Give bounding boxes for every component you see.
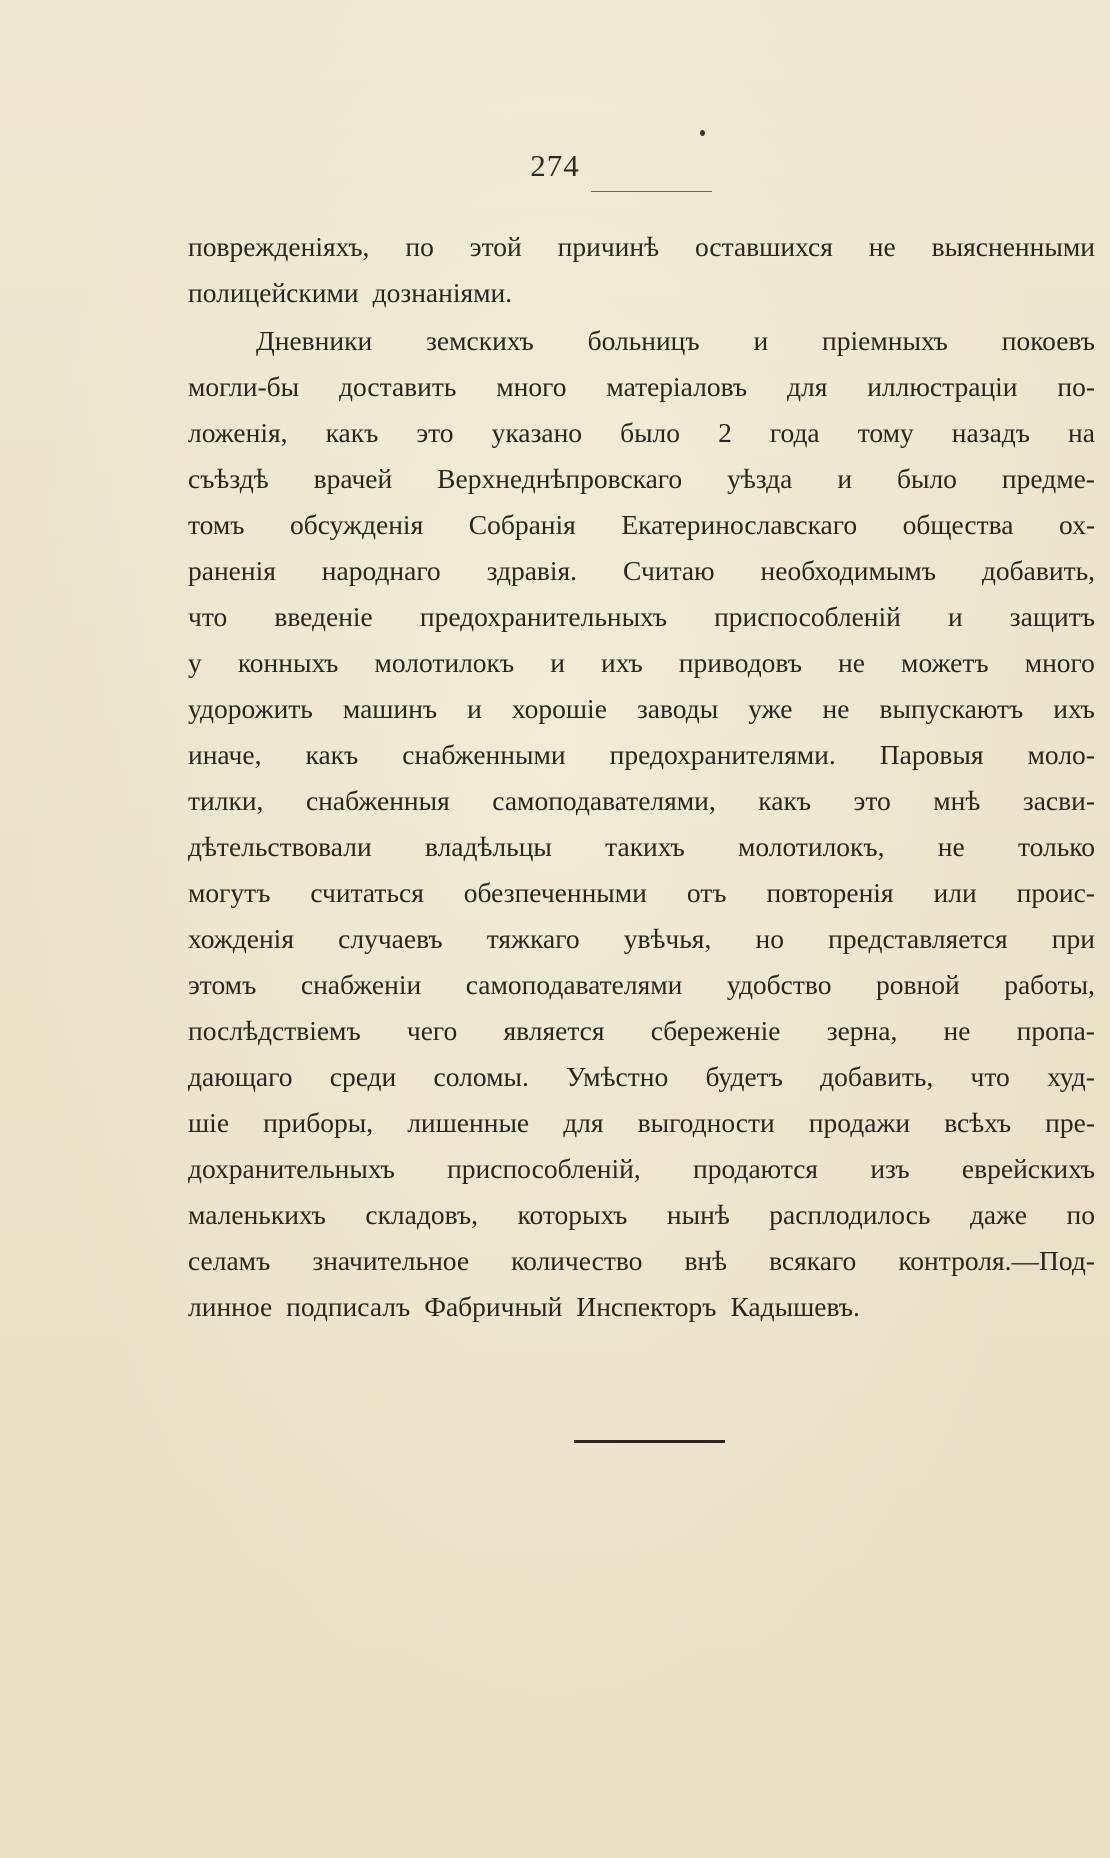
word: не [868,231,896,262]
word: мнѣ [933,785,981,816]
word: еврейскихъ [961,1153,1095,1184]
word: представляется [828,923,1008,954]
word: иллюстрацiи [867,371,1018,402]
word: ох- [1059,509,1095,540]
word: много [496,371,567,402]
word: уже [748,693,793,724]
text-line [188,456,1095,502]
word: покоевъ [1001,325,1095,356]
word: маленькихъ [188,1199,326,1230]
word: что [188,601,228,632]
word: соломы. [433,1061,529,1092]
word: необходимымъ [760,555,937,586]
word: какъ [325,417,379,448]
word: и [947,601,963,632]
word: приводовъ [678,647,802,678]
word: зерна, [826,1015,898,1046]
word: приспособленiй [714,601,901,632]
word: тому [857,417,914,448]
word: могутъ [188,877,271,908]
word: этомъ [188,969,257,1000]
word: приспособленiй, [447,1153,641,1184]
word: выгодности [637,1107,775,1138]
word: селамъ [188,1245,271,1276]
word: и [550,647,565,678]
word: машинъ [342,693,438,724]
word: продаются [693,1153,819,1184]
word: ровной [876,969,960,1000]
word: Верхнеднѣпровскаго [437,463,683,494]
word: съѣздѣ [188,463,269,494]
text-line [188,548,1095,594]
word: предохранителями. [609,739,836,770]
word: предохранительныхъ [419,601,667,632]
text-line [188,1284,1095,1330]
word: могли-бы [188,371,300,402]
word: будетъ [705,1061,783,1092]
word: полицейскими [188,277,359,308]
word: выпускаютъ [879,693,1024,724]
word: моло- [1027,739,1095,770]
text-line [188,594,1095,640]
text-line [188,1238,1095,1284]
word: приборы, [263,1107,374,1138]
word: не [943,1015,971,1046]
word: Фабричный [424,1291,563,1322]
word: Кадышевъ. [730,1291,860,1322]
word: причинѣ [557,231,660,262]
word: случаевъ [338,923,443,954]
word: пре- [1045,1107,1095,1138]
word: шiе [188,1107,230,1138]
word: по [1066,1199,1095,1230]
word: подписалъ [286,1291,411,1322]
word: обезпеченными [463,877,647,908]
word: добавить, [820,1061,934,1092]
word: только [1017,831,1095,862]
text-line [188,778,1095,824]
word: какъ [758,785,812,816]
word: ложенiя, [188,417,288,448]
word: послѣдствiемъ [188,1015,361,1046]
word: доставить [338,371,457,402]
word: врачей [313,463,393,494]
text-line [188,732,1095,778]
word: Дневники [256,325,373,356]
word: является [503,1015,605,1046]
word: расплодилось [769,1199,931,1230]
page-number-rule [591,191,712,192]
word: удорожить [188,693,313,724]
word: общества [902,509,1014,540]
word: молотилокъ, [737,831,885,862]
word: контроля.—Под- [898,1245,1095,1276]
word: хорошiе [511,693,607,724]
word: это [416,417,454,448]
word: конныхъ [237,647,339,678]
text-line [188,686,1095,732]
word: больницъ [587,325,700,356]
word: здравiя. [486,555,578,586]
word: и [753,325,769,356]
word: складовъ, [365,1199,478,1230]
text-line [188,364,1095,410]
end-rule [574,1440,725,1443]
word: тяжкаго [486,923,580,954]
word: какъ [305,739,359,770]
word: которыхъ [517,1199,628,1230]
word: не [937,831,965,862]
word: засви- [1022,785,1095,816]
word: и [837,463,853,494]
word: изъ [870,1153,910,1184]
word: Умѣстно [566,1061,669,1092]
text-line [188,870,1095,916]
word: этой [469,231,522,262]
word: количество [511,1245,643,1276]
word: снабженныя [305,785,450,816]
word: лишенные [407,1107,530,1138]
word: такихъ [605,831,685,862]
word: повторенiя [766,877,894,908]
word: ихъ [601,647,643,678]
word: 2 [718,417,732,448]
word: добавить, [981,555,1095,586]
word: томъ [188,509,245,540]
word: молотилокъ [374,647,515,678]
text-line [188,640,1095,686]
word: назадъ [951,417,1030,448]
word: что [970,1061,1010,1092]
text-line [188,824,1095,870]
word: пропа- [1016,1015,1095,1046]
word: и [467,693,482,724]
word: у [188,647,202,678]
word: можетъ [901,647,989,678]
word: для [563,1107,604,1138]
text-line [188,502,1095,548]
page-number: 274 [530,148,580,183]
word: защитъ [1009,601,1095,632]
text-line [188,270,1095,316]
word: увѣчья, [623,923,712,954]
word: продажи [808,1107,911,1138]
word: было [896,463,957,494]
ink-speck [700,130,705,136]
word: было [620,417,681,448]
word: дающаго [188,1061,293,1092]
word: считаться [310,877,424,908]
word: по [405,231,434,262]
word: указано [491,417,583,448]
word: чего [406,1015,458,1046]
text-line [188,318,1095,364]
text-line [188,962,1095,1008]
word: дознанiями. [372,277,513,308]
word: не [838,647,865,678]
word: внѣ [684,1245,728,1276]
text-line [188,1192,1095,1238]
word: введенiе [274,601,373,632]
text-line [188,1054,1095,1100]
word: худ- [1047,1061,1095,1092]
word: выясненными [931,231,1095,262]
text-line [188,1100,1095,1146]
word: уѣзда [727,463,793,494]
word: проис- [1016,877,1095,908]
word: всѣхъ [944,1107,1012,1138]
word: при [1051,923,1095,954]
word: Инспекторъ [576,1291,717,1322]
word: матерiаловъ [606,371,748,402]
text-line [188,410,1095,456]
word: Паровыя [879,739,984,770]
text-line [188,1008,1095,1054]
word: удобство [726,969,832,1000]
word: народнаго [321,555,441,586]
word: Считаю [622,555,715,586]
word: ихъ [1053,693,1095,724]
word: сбереженiе [650,1015,781,1046]
text-line [188,1146,1095,1192]
word: предме- [1001,463,1095,494]
word: не [822,693,850,724]
word: земскихъ [426,325,534,356]
word: или [933,877,977,908]
word: хожденiя [188,923,294,954]
word: линное [188,1291,273,1322]
word: для [786,371,828,402]
word: работы, [1004,969,1095,1000]
word: значительное [312,1245,470,1276]
word: снабженiи [300,969,422,1000]
word: по- [1057,371,1095,402]
word: но [755,923,784,954]
word: самоподавателями [465,969,683,1000]
text-line [188,916,1095,962]
word: поврежденiяхъ, [188,231,370,262]
text-line [188,224,1095,270]
word: Собранiя [468,509,576,540]
word: отъ [686,877,727,908]
word: снабженными [402,739,566,770]
word: это [853,785,891,816]
word: нынѣ [666,1199,730,1230]
word: владѣльцы [424,831,552,862]
word: всякаго [769,1245,857,1276]
word: Екатеринославскаго [621,509,858,540]
word: среди [329,1061,397,1092]
word: на [1068,417,1095,448]
word: обсужденiя [290,509,424,540]
word: много [1024,647,1095,678]
word: иначе, [188,739,262,770]
word: дѣтельствовали [188,831,372,862]
body-text [188,224,1095,1330]
word: дохранительныхъ [188,1153,395,1184]
word: оставшихся [694,231,833,262]
word: года [769,417,820,448]
word: прiемныхъ [822,325,948,356]
word: раненiя [188,555,276,586]
word: даже [969,1199,1027,1230]
word: заводы [636,693,719,724]
word: самоподавателями, [492,785,716,816]
word: тилки, [188,785,264,816]
